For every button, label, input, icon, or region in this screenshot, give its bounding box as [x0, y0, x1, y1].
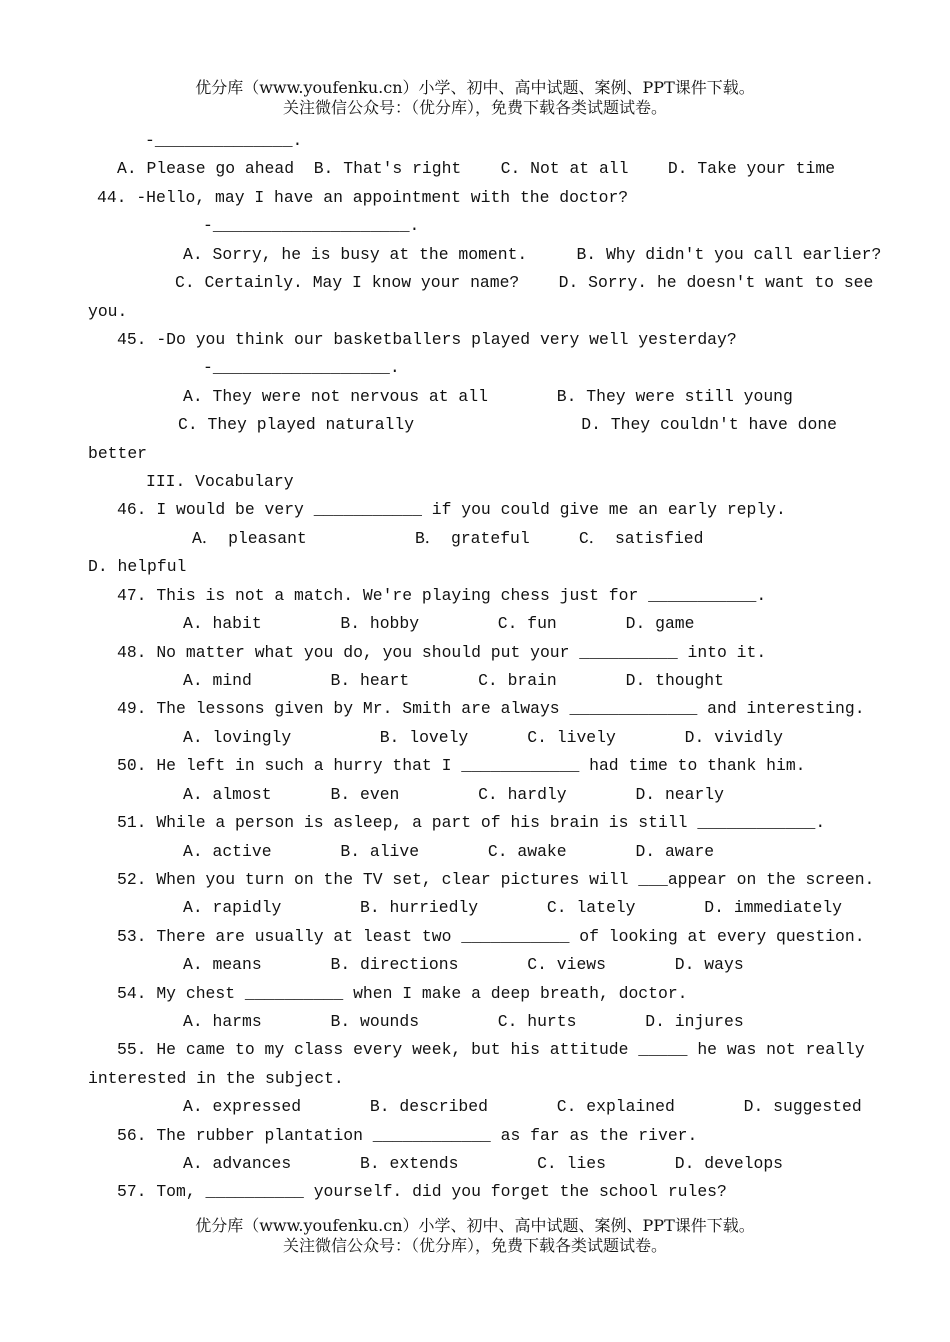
q44-options-cont: you. — [88, 302, 128, 321]
q43-options: A. Please go ahead B. That's right C. Not at all D. Take your time — [117, 159, 836, 178]
q48-options: A. mind B. heart C. brain D. thought — [183, 671, 724, 690]
q45-options-ab: A. They were not nervous at all B. They were still young — [183, 387, 793, 406]
q56-options: A. advances B. extends C. lies D. develops — [183, 1154, 783, 1173]
q52-options: A. rapidly B. hurriedly C. lately D. immediately — [183, 898, 843, 917]
question-51: 51. While a person is asleep, a part of his brain is still ____________. — [117, 813, 826, 832]
q51-options: A. active B. alive C. awake D. aware — [183, 842, 715, 861]
question-57: 57. Tom, __________ yourself. did you forget the school rules? — [117, 1182, 727, 1201]
section-heading-vocabulary: III. Vocabulary — [146, 472, 294, 491]
q49-options: A. lovingly B. lovely C. lively D. vividly — [183, 728, 783, 747]
question-47: 47. This is not a match. We're playing chess just for ___________. — [117, 586, 767, 605]
q47-options: A. habit B. hobby C. fun D. game — [183, 614, 695, 633]
question-54: 54. My chest __________ when I make a deep breath, doctor. — [117, 984, 688, 1003]
question-49: 49. The lessons given by Mr. Smith are always _____________ and interesting. — [117, 699, 865, 718]
q54-options: A. harms B. wounds C. hurts D. injures — [183, 1012, 744, 1031]
answer-blank-44: -____________________. — [203, 216, 420, 235]
question-45: 45. -Do you think our basketballers played very well yesterday? — [117, 330, 737, 349]
question-52: 52. When you turn on the TV set, clear pictures will ___appear on the screen. — [117, 870, 875, 889]
question-46: 46. I would be very ___________ if you could give me an early reply. — [117, 500, 786, 519]
question-56: 56. The rubber plantation ____________ as far as the river. — [117, 1126, 698, 1145]
question-50: 50. He left in such a hurry that I ____________ had time to thank him. — [117, 756, 806, 775]
answer-blank-45: -__________________. — [203, 358, 400, 377]
footer-line-1: 优分库（www.youfenku.cn）小学、初中、高中试题、案例、PPT课件下载。 — [195, 1216, 755, 1235]
q46-options: A． pleasant B． grateful C． satisfied — [192, 529, 704, 548]
question-55: 55. He came to my class every week, but his attitude _____ he was not really — [117, 1040, 865, 1059]
q45-options-cont: better — [88, 444, 148, 463]
q44-options-ab: A. Sorry, he is busy at the moment. B. Why didn't you call earlier? — [183, 245, 882, 264]
page-footer — [0, 1216, 950, 1256]
q46-options-cont: D. helpful — [88, 557, 187, 576]
q44-options-cd: C. Certainly. May I know your name? D. Sorry. he doesn't want to see — [175, 273, 874, 292]
answer-blank-43: -______________. — [145, 131, 303, 150]
question-55-cont: interested in the subject. — [88, 1069, 344, 1088]
page-header — [0, 78, 950, 118]
question-44: 44. -Hello, may I have an appointment with the doctor? — [97, 188, 629, 207]
header-line-1: 优分库（www.youfenku.cn）小学、初中、高中试题、案例、PPT课件下载。 — [195, 78, 755, 97]
q45-options-cd: C. They played naturally D. They couldn't have done — [178, 415, 838, 434]
q55-options: A. expressed B. described C. explained D. suggested — [183, 1097, 862, 1116]
header-line-2: 关注微信公众号：（优分库），免费下载各类试题试卷。 — [282, 98, 667, 117]
question-53: 53. There are usually at least two ___________ of looking at every question. — [117, 927, 865, 946]
footer-line-2: 关注微信公众号：（优分库），免费下载各类试题试卷。 — [282, 1236, 667, 1255]
q50-options: A. almost B. even C. hardly D. nearly — [183, 785, 724, 804]
question-48: 48. No matter what you do, you should put your __________ into it. — [117, 643, 767, 662]
q53-options: A. means B. directions C. views D. ways — [183, 955, 744, 974]
